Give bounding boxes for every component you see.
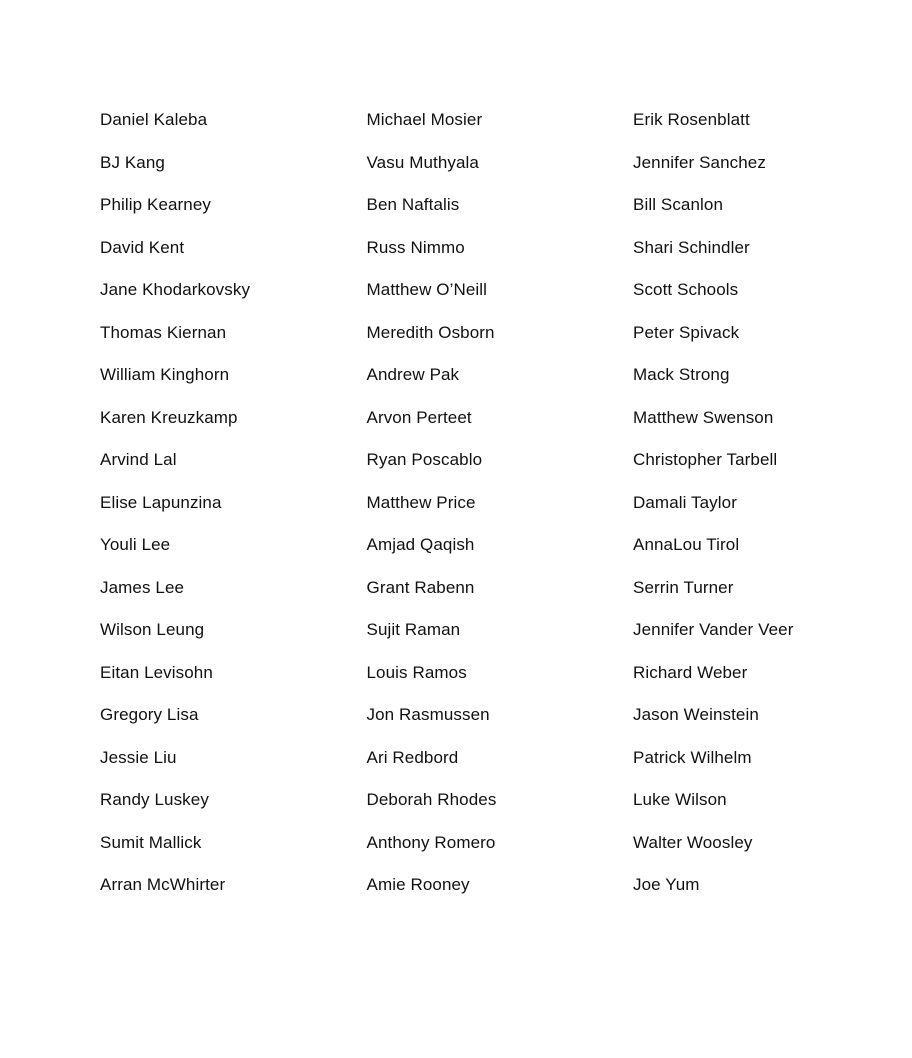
list-item: Mack Strong <box>633 365 730 384</box>
list-item: Louis Ramos <box>366 662 467 682</box>
list-item: Arran McWhirter <box>100 875 226 894</box>
list-item: Amie Rooney <box>366 875 470 894</box>
list-item: James Lee <box>100 577 185 597</box>
list-item: AnnaLou Tirol <box>633 535 740 554</box>
list-item: Patrick Wilhelm <box>633 747 752 767</box>
list-item: Bill Scanlon <box>633 195 724 214</box>
list-item: Daniel Kaleba <box>100 110 208 129</box>
list-item: Russ Nimmo <box>366 237 465 257</box>
list-item: Thomas Kiernan <box>100 322 227 342</box>
list-item: Erik Rosenblatt <box>633 110 750 129</box>
list-item: Jon Rasmussen <box>366 705 490 724</box>
list-item: Ryan Poscablo <box>366 450 483 469</box>
list-item: Grant Rabenn <box>366 577 475 597</box>
list-item: William Kinghorn <box>100 365 230 384</box>
list-item: Amjad Qaqish <box>366 535 475 554</box>
list-item: Arvon Perteet <box>366 407 472 427</box>
list-item: Peter Spivack <box>633 322 740 342</box>
list-item: Youli Lee <box>100 535 171 554</box>
list-item: Matthew Price <box>366 492 476 512</box>
list-item: Anthony Romero <box>366 832 496 852</box>
list-item: Serrin Turner <box>633 577 734 597</box>
list-item: Shari Schindler <box>633 237 750 257</box>
list-item: Arvind Lal <box>100 450 177 469</box>
list-item: Jennifer Vander Veer <box>633 620 794 639</box>
name-columns <box>100 108 900 916</box>
name-column-3 <box>633 108 900 916</box>
list-item: Walter Woosley <box>633 832 753 852</box>
list-item: Luke Wilson <box>633 790 727 809</box>
name-column-2 <box>367 108 634 916</box>
list-item: Vasu Muthyala <box>366 152 479 172</box>
list-item: Jane Khodarkovsky <box>100 280 251 299</box>
list-item: Scott Schools <box>633 280 739 299</box>
list-item: Ari Redbord <box>366 747 459 767</box>
list-item: Karen Kreuzkamp <box>100 407 238 427</box>
list-item: Sumit Mallick <box>100 832 202 852</box>
list-item: Meredith Osborn <box>366 322 495 342</box>
list-item: Richard Weber <box>633 662 748 682</box>
list-item: Joe Yum <box>633 875 700 894</box>
list-item: Elise Lapunzina <box>100 492 222 512</box>
list-item: Eitan Levisohn <box>100 662 213 682</box>
list-item: Michael Mosier <box>366 110 483 129</box>
list-item: Deborah Rhodes <box>366 790 497 809</box>
list-item: Gregory Lisa <box>100 705 199 724</box>
list-item: Jennifer Sanchez <box>633 152 766 172</box>
list-item: Sujit Raman <box>366 620 461 639</box>
name-column-1 <box>100 108 367 916</box>
list-item: David Kent <box>100 237 185 257</box>
list-item: BJ Kang <box>100 152 165 172</box>
list-item: Matthew Swenson <box>633 407 774 427</box>
list-item: Matthew O’Neill <box>366 280 488 299</box>
list-item: Wilson Leung <box>100 620 205 639</box>
list-item: Christopher Tarbell <box>633 450 778 469</box>
list-item: Ben Naftalis <box>366 195 460 214</box>
list-item: Jessie Liu <box>100 747 177 767</box>
list-item: Andrew Pak <box>366 365 460 384</box>
list-item: Randy Luskey <box>100 790 209 809</box>
list-item: Jason Weinstein <box>633 705 759 724</box>
list-item: Philip Kearney <box>100 195 212 214</box>
list-item: Damali Taylor <box>633 492 737 512</box>
